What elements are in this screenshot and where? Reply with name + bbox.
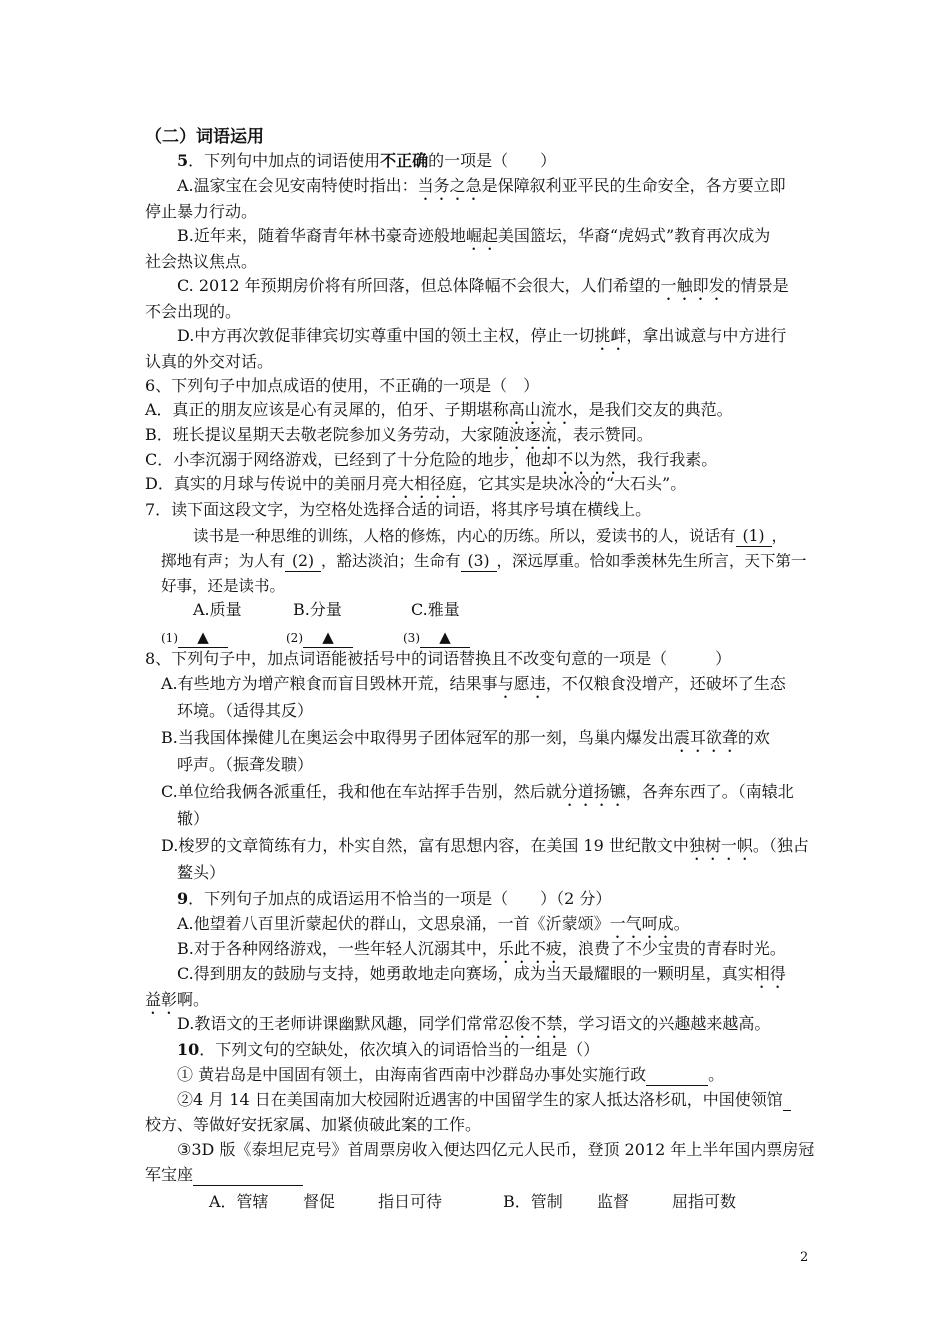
q9-option-c: C.得到朋友的鼓励与支持，她勇敢地走向赛场，成为当天最耀眼的一颗明星，真实相得 xyxy=(177,964,786,983)
blank-1[interactable]: (1) xyxy=(736,526,772,547)
triangle-icon[interactable]: ▲ xyxy=(303,627,353,648)
q7-option-b: B.分量 xyxy=(293,600,342,619)
blank-s2[interactable] xyxy=(783,1090,791,1111)
q5-option-a: A.温家宝在会见安南特使时指出：当务之急是保障叙利亚平民的生命安全，各方要立即 xyxy=(177,176,786,195)
q5-option-b: B.近年来，随着华裔青年林书豪奇迹般地崛起美国篮坛，华裔“虎妈式”教育再次成为 xyxy=(177,226,771,245)
q8-option-d: D.梭罗的文章简练有力，朴实自然，富有思想内容，在美国 19 世纪散文中独树一帜。（独占 xyxy=(161,836,809,855)
q9-option-a: A.他望着八百里沂蒙起伏的群山，文思泉涌，一首《沂蒙颂》一气呵成。 xyxy=(177,914,690,933)
q10-sentence-3: ③3D 版《泰坦尼克号》首周票房收入便达四亿元人民币，登顶 2012 年上半年国内票房冠 xyxy=(177,1140,815,1159)
q8-option-c: C.单位给我俩各派重任，我和他在车站挥手告别，然后就分道扬镳，各奔东西了。（南辕北 xyxy=(161,782,794,801)
q5-stem: 5．下列句中加点的词语使用不正确的一项是（ ） xyxy=(177,151,557,170)
triangle-icon[interactable]: ▲ xyxy=(178,627,228,648)
q10-option-b-word2: 监督 xyxy=(597,1192,630,1211)
q7-option-a: A.质量 xyxy=(193,600,242,619)
q7-option-c: C.雅量 xyxy=(411,600,460,619)
page-number: 2 xyxy=(800,1250,809,1265)
q6-option-d: D．真实的月球与传说中的美丽月亮大相径庭，它其实是块冰冷的“大石头”。 xyxy=(145,474,687,493)
q5-option-b-cont: 社会热议焦点。 xyxy=(145,252,258,271)
q7-answer-3: (3) ▲ xyxy=(403,627,470,648)
triangle-icon[interactable]: ▲ xyxy=(420,627,470,648)
q5-option-c: C. 2012 年预期房价将有所回落，但总体降幅不会很大，人们希望的一触即发的情景是 xyxy=(177,276,789,295)
q9-option-b: B.对于各种网络游戏，一些年轻人沉溺其中，乐此不疲，浪费了不少宝贵的青春时光。 xyxy=(177,939,786,958)
q8-option-d-cont: 鳌头） xyxy=(177,863,226,882)
q10-sentence-2-cont: 校方、等做好安抚家属、加紧侦破此案的工作。 xyxy=(145,1115,482,1134)
q10-option-b: B．管制 xyxy=(503,1192,563,1211)
q9-stem: 9．下列句子加点的成语运用不恰当的一项是（ ）（2 分） xyxy=(177,889,612,908)
q10-sentence-1: ① 黄岩岛是中国固有领土，由海南省西南中沙群岛办事处实施行政 。 xyxy=(177,1065,725,1084)
q10-stem: 10．下列文句的空缺处，依次填入的词语恰当的一组是（） xyxy=(177,1040,600,1059)
q9-option-d: D.教语文的王老师讲课幽默风趣，同学们常常忍俊不禁，学习语文的兴趣越来越高。 xyxy=(177,1014,771,1033)
q10-option-a-word2: 督促 xyxy=(303,1192,336,1211)
q10-sentence-3-cont: 军宝座 xyxy=(145,1165,303,1186)
q8-option-c-cont: 辙） xyxy=(177,809,210,828)
blank-3[interactable]: (3) xyxy=(461,551,497,572)
q8-option-a: A.有些地方为增产粮食而盲目毁林开荒，结果事与愿违，不仅粮食没增产，还破坏了生态 xyxy=(161,674,786,693)
q8-option-b-cont: 呼声。（振聋发聩） xyxy=(177,755,314,774)
q5-option-d: D.中方再次敦促菲律宾切实尊重中国的领土主权，停止一切挑衅，拿出诚意与中方进行 xyxy=(177,326,787,345)
q5-option-d-cont: 认真的外交对话。 xyxy=(145,352,274,371)
section-title: （二）词语运用 xyxy=(145,127,264,147)
q6-stem: 6、下列句子中加点成语的使用，不正确的一项是（ ） xyxy=(145,376,540,395)
blank-2[interactable]: (2) xyxy=(285,551,321,572)
q8-stem: 8、下列句子中，加点词语能被括号中的词语替换且不改变句意的一项是（ ） xyxy=(145,649,732,668)
q7-answer-1: (1) ▲ xyxy=(161,627,228,648)
q6-option-b: B．班长提议星期天去敬老院参加义务劳动，大家随波逐流，表示赞同。 xyxy=(145,425,653,444)
q5-option-c-cont: 不会出现的。 xyxy=(145,302,242,321)
q7-stem: 7．读下面这段文字，为空格处选择合适的词语，将其序号填在横线上。 xyxy=(145,500,652,519)
q10-sentence-2: ②4 月 14 日在美国南加大校园附近遇害的中国留学生的家人抵达洛杉矶，中国使领馆 xyxy=(177,1090,791,1111)
q7-answer-2: (2) ▲ xyxy=(286,627,353,648)
q10-option-a-word3: 指日可待 xyxy=(378,1192,443,1211)
q7-passage-line1: 读书是一种思维的训练，人格的修炼，内心的历练。所以，爱读书的人，说话有 (1) ， xyxy=(193,527,788,545)
q9-option-c-cont: 益彰啊。 xyxy=(145,990,210,1009)
q7-passage-line2: 掷地有声；为人有 (2) ，豁达淡泊；生命有 (3) ，深远厚重。恰如季羡林先生所言，天下第一 xyxy=(161,552,807,570)
blank-s3[interactable] xyxy=(193,1165,303,1186)
q8-option-b: B.当我国体操健儿在奥运会中取得男子团体冠军的那一刻，鸟巢内爆发出震耳欲聋的欢 xyxy=(161,728,770,747)
q7-passage-line3: 好事，还是读书。 xyxy=(161,577,286,595)
q6-option-a: A．真正的朋友应该是心有灵犀的，伯牙、子期堪称高山流水，是我们交友的典范。 xyxy=(145,400,733,419)
q6-option-c: C．小李沉溺于网络游戏，已经到了十分危险的地步，他却不以为然，我行我素。 xyxy=(145,450,718,469)
blank-s1[interactable] xyxy=(646,1065,708,1086)
q5-option-a-cont: 停止暴力行动。 xyxy=(145,202,258,221)
q8-option-a-cont: 环境。（适得其反） xyxy=(177,701,314,720)
q10-option-a: A．管辖 xyxy=(209,1192,269,1211)
q10-option-b-word3: 屈指可数 xyxy=(672,1192,737,1211)
